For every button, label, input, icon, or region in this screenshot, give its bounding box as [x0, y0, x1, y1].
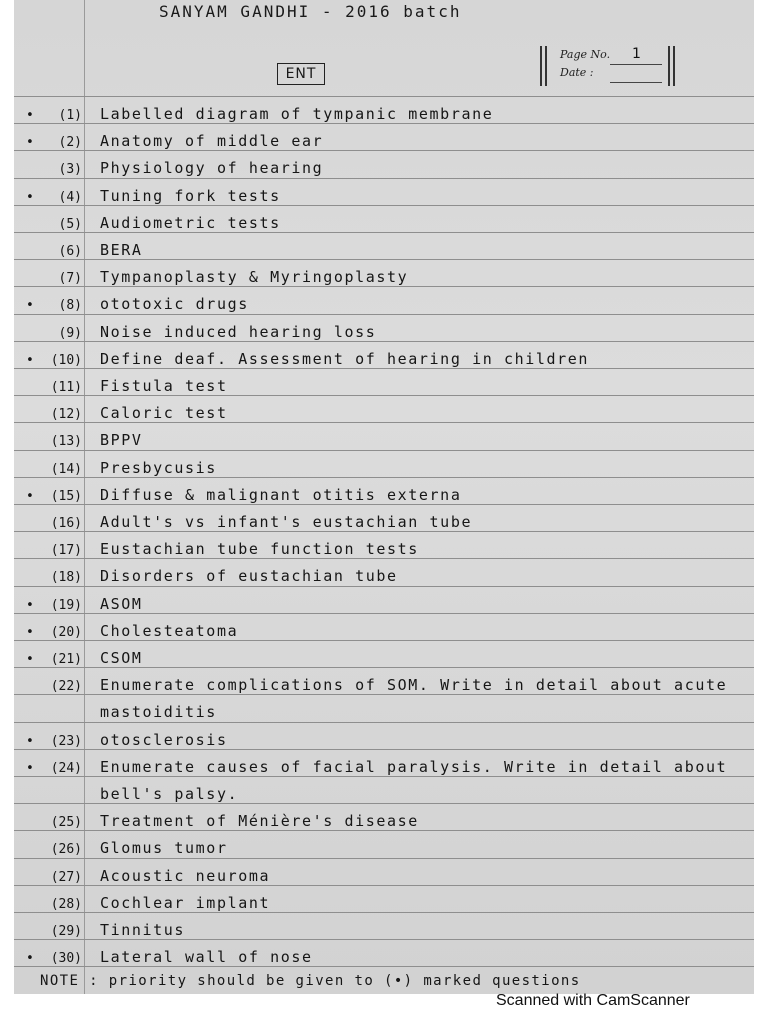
item-number: (3) [58, 162, 82, 178]
item-number: (13) [50, 434, 82, 450]
ruled-line [14, 722, 754, 723]
item-number: (14) [50, 461, 82, 477]
item-text: Disorders of eustachian tube [100, 567, 398, 586]
item-number: (26) [50, 842, 82, 858]
list-item [14, 647, 754, 674]
item-number: (6) [58, 244, 82, 259]
item-number: (2) [58, 135, 82, 151]
item-number: (10) [50, 352, 82, 368]
item-number: (4) [58, 189, 82, 205]
priority-marker: • [26, 488, 34, 504]
item-number: (19) [50, 597, 82, 613]
priority-marker: • [26, 352, 34, 368]
page-no-underline [610, 64, 662, 65]
bracket-right [668, 46, 670, 86]
item-text: Tuning fork tests [100, 186, 281, 205]
item-text: ASOM [100, 594, 143, 613]
list-item [14, 130, 754, 157]
priority-marker: • [26, 298, 34, 314]
item-text: Audiometric tests [100, 213, 281, 232]
list-item [14, 729, 754, 756]
list-item [14, 293, 754, 320]
priority-marker: • [26, 624, 34, 640]
priority-marker: • [26, 108, 34, 123]
list-item [14, 321, 754, 348]
bracket-left-inner [545, 46, 547, 86]
list-item [14, 375, 754, 402]
list-item [14, 620, 754, 647]
item-text: Enumerate complications of SOM. Write in detail about acute [100, 676, 728, 695]
priority-marker: • [26, 951, 34, 967]
page-number-box [540, 42, 676, 88]
list-item [14, 484, 754, 511]
item-number: (20) [50, 624, 82, 640]
bracket-left [540, 46, 542, 86]
item-text: Presbycusis [100, 458, 217, 477]
item-text-continuation: bell's palsy. [100, 785, 239, 803]
list-item [14, 511, 754, 538]
item-text: Labelled diagram of tympanic membrane [100, 105, 494, 123]
item-text: Fistula test [100, 377, 228, 395]
list-item [14, 919, 754, 946]
item-text: Eustachian tube function tests [100, 540, 419, 559]
notebook-page [14, 0, 754, 994]
list-item [14, 946, 754, 973]
list-item [14, 266, 754, 293]
item-text: ototoxic drugs [100, 295, 249, 314]
list-item [14, 674, 754, 701]
date-label: Date : [560, 66, 594, 79]
item-number: (24) [50, 760, 82, 776]
item-number: (29) [50, 924, 82, 939]
ruled-line [14, 96, 754, 97]
item-text: Tinnitus [100, 921, 186, 939]
item-number: (12) [50, 407, 82, 423]
item-text-continuation: mastoiditis [100, 703, 217, 722]
list-item [14, 457, 754, 484]
item-number: (28) [50, 896, 82, 912]
item-text: Define deaf. Assessment of hearing in children [100, 349, 590, 368]
list-item [14, 892, 754, 919]
item-number: (17) [50, 543, 82, 559]
list-item [14, 429, 754, 456]
item-text: Anatomy of middle ear [100, 132, 324, 151]
date-underline [610, 82, 662, 83]
item-text: Adult's vs infant's eustachian tube [100, 513, 473, 531]
item-number: (1) [58, 108, 82, 123]
note: NOTE : priority should be given to (•) marked questions [40, 973, 581, 989]
item-number: (5) [58, 216, 82, 232]
page-no-value: 1 [632, 46, 641, 62]
item-text: Caloric test [100, 404, 228, 423]
list-item [14, 157, 754, 184]
item-text: Diffuse & malignant otitis externa [100, 485, 462, 504]
item-number: (22) [50, 679, 82, 695]
page-title: SANYAM GANDHI - 2016 batch [159, 2, 462, 21]
list-item [14, 837, 754, 864]
item-text: otosclerosis [100, 730, 228, 749]
item-text: Enumerate causes of facial paralysis. Write in detail about [100, 757, 728, 776]
item-number: (25) [50, 815, 82, 831]
list-item [14, 593, 754, 620]
item-text: BPPV [100, 431, 143, 450]
item-number: (23) [50, 733, 82, 749]
item-text: Tympanoplasty & Myringoplasty [100, 268, 409, 287]
list-item [14, 538, 754, 565]
scanner-watermark: Scanned with CamScanner [496, 992, 690, 1009]
list-item [14, 756, 754, 783]
subject-label: ENT [277, 63, 325, 85]
bracket-right-inner [673, 46, 675, 86]
list-item [14, 348, 754, 375]
item-number: (15) [50, 488, 82, 504]
priority-marker: • [26, 760, 34, 776]
item-text: Acoustic neuroma [100, 866, 271, 885]
item-number: (27) [50, 869, 82, 885]
list-item [14, 103, 754, 130]
list-item [14, 402, 754, 429]
item-text: BERA [100, 241, 143, 259]
list-item [14, 810, 754, 837]
item-number: (18) [50, 570, 82, 586]
list-item [14, 239, 754, 266]
item-text: Noise induced hearing loss [100, 322, 377, 341]
item-number: (30) [50, 951, 82, 967]
item-text: Treatment of Ménière's disease [100, 812, 419, 831]
item-number: (9) [58, 325, 82, 341]
list-item [14, 565, 754, 592]
item-text: Cochlear implant [100, 893, 271, 912]
priority-marker: • [26, 189, 34, 205]
priority-marker: • [26, 652, 34, 667]
item-number: (16) [50, 516, 82, 531]
item-number: (21) [50, 652, 82, 667]
item-text: Glomus tumor [100, 839, 228, 858]
page-no-label: Page No. [560, 48, 611, 61]
item-text: Cholesteatoma [100, 621, 239, 640]
priority-marker: • [26, 135, 34, 151]
list-item [14, 185, 754, 212]
item-text: Lateral wall of nose [100, 948, 313, 967]
priority-marker: • [26, 597, 34, 613]
item-number: (8) [58, 298, 82, 314]
item-number: (7) [58, 271, 82, 287]
item-text: CSOM [100, 649, 143, 667]
priority-marker: • [26, 733, 34, 749]
list-item [14, 212, 754, 239]
list-item [14, 865, 754, 892]
item-number: (11) [50, 380, 82, 395]
item-text: Physiology of hearing [100, 159, 324, 178]
ruled-line [14, 803, 754, 804]
